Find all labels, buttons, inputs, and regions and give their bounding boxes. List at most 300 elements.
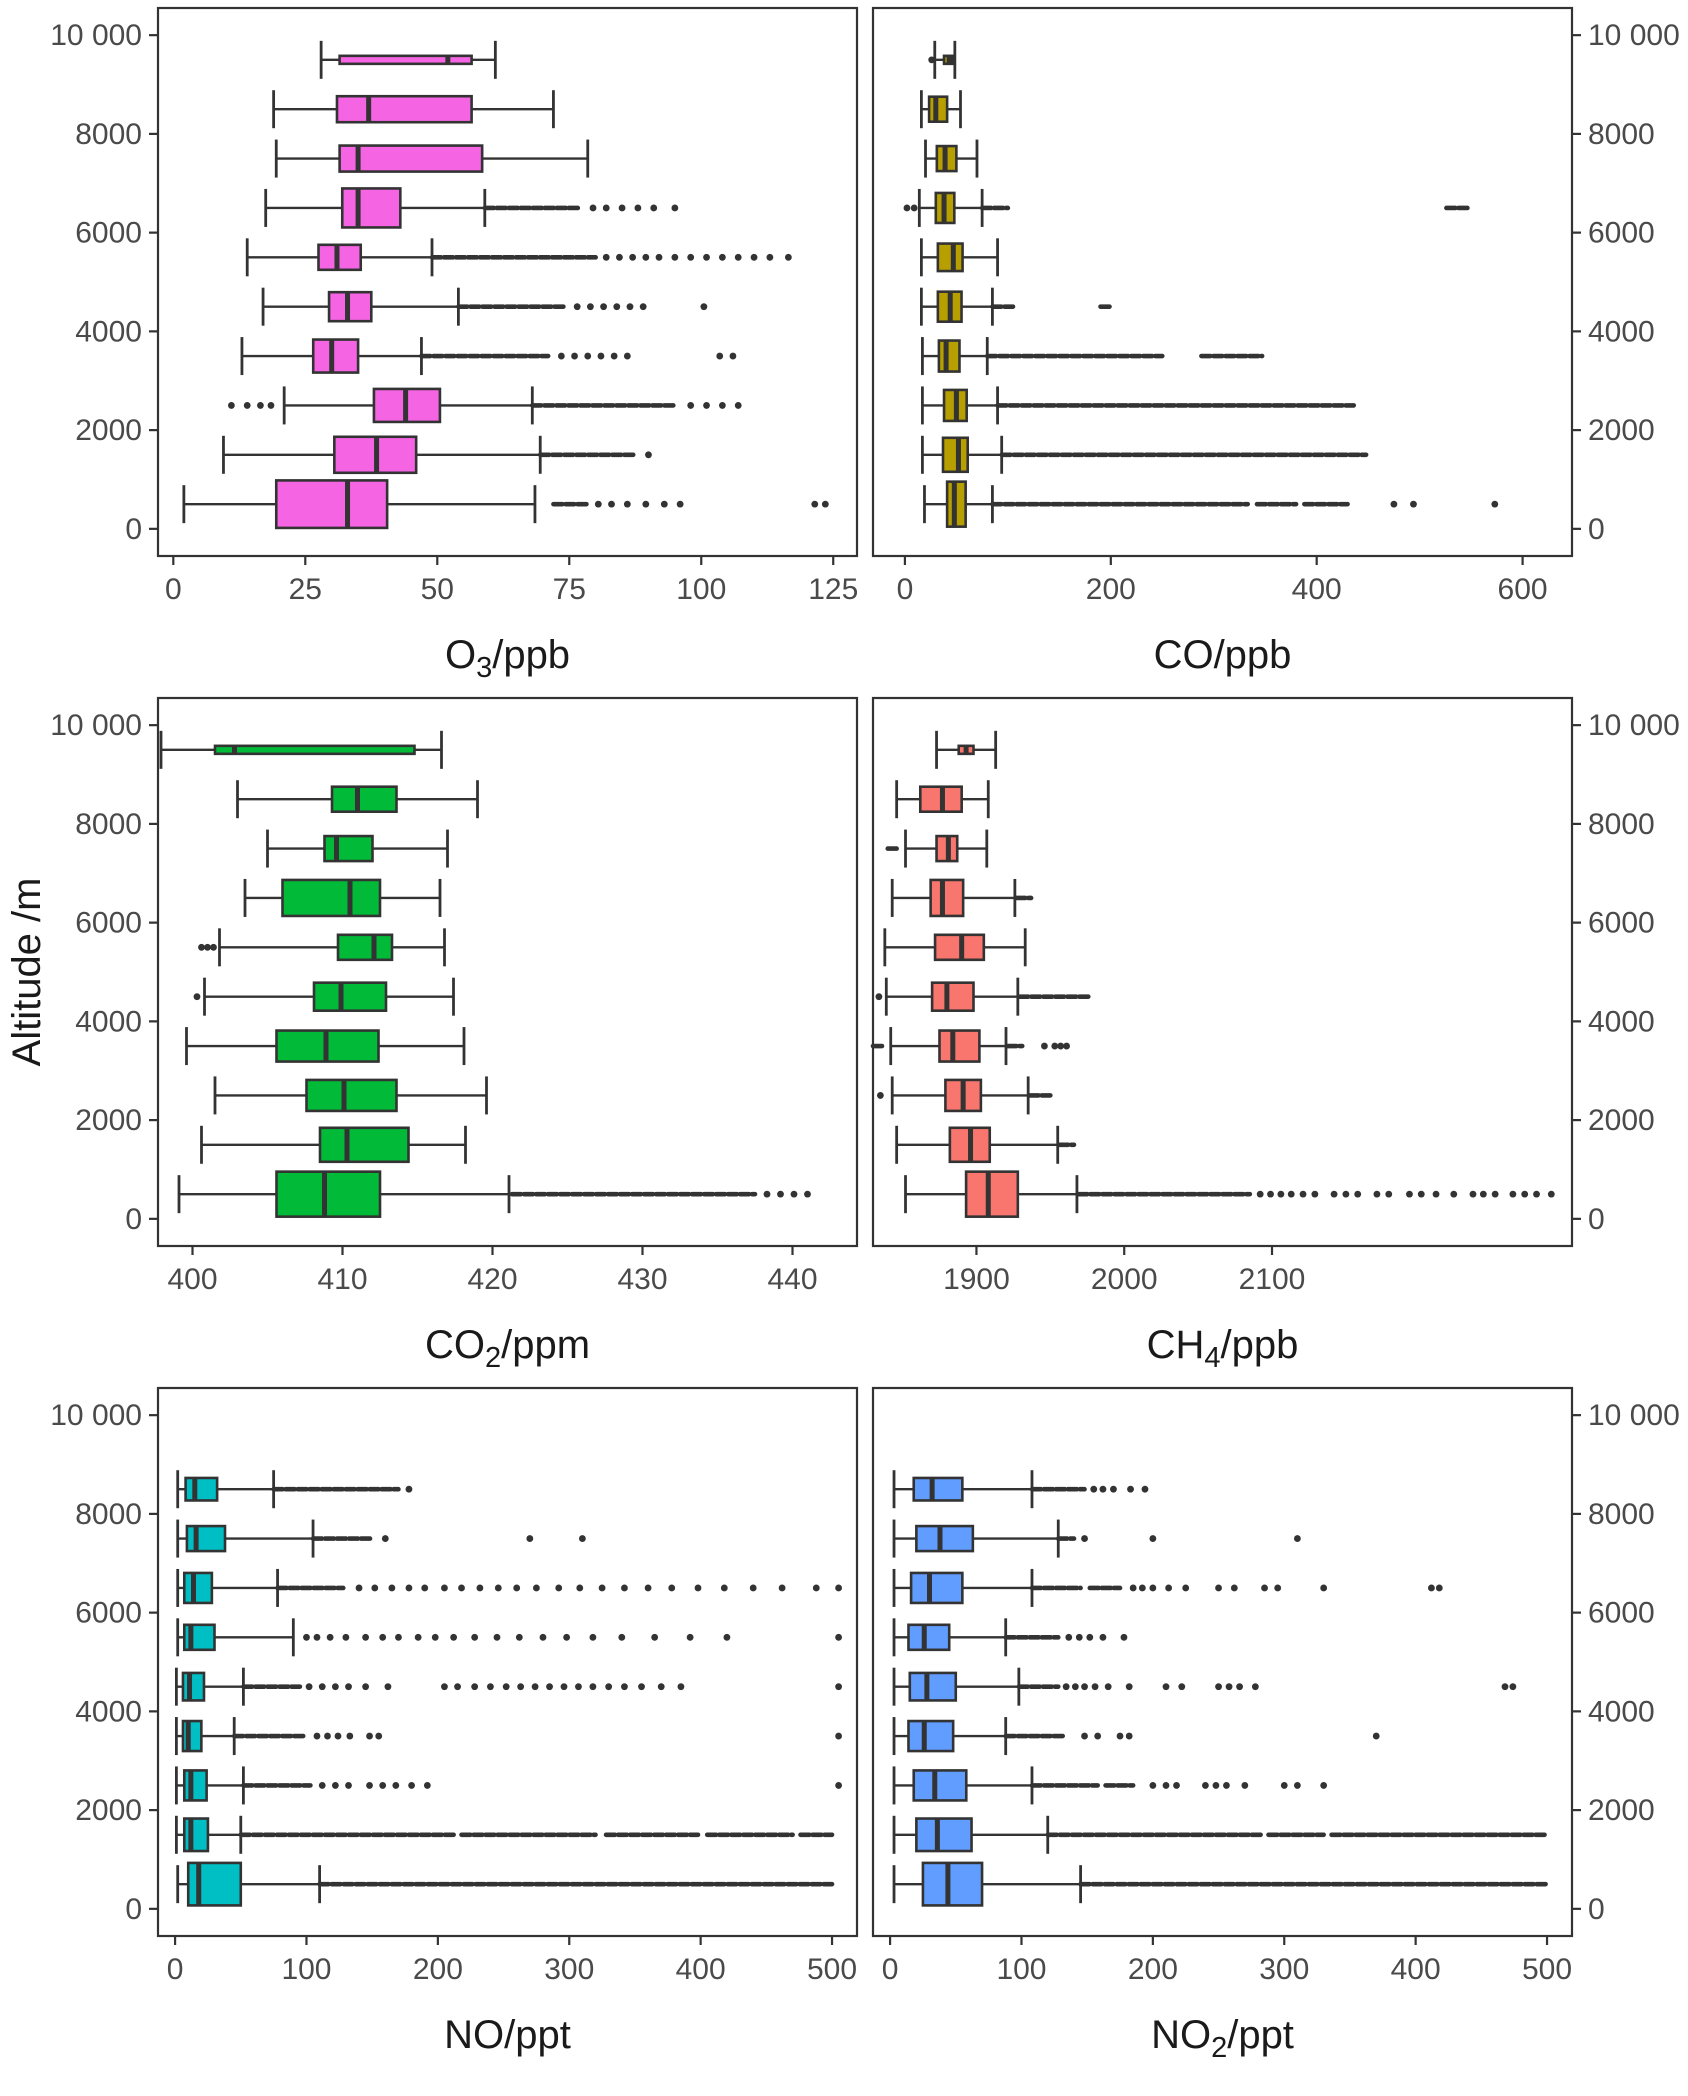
outlier-dot [695,1585,702,1592]
iqr-box [916,1819,971,1852]
outlier-dot [804,1191,811,1198]
x-axis-title: NO/ppt [444,2013,571,2057]
outlier-dot [579,1535,586,1542]
iqr-box [966,1172,1018,1217]
outlier-dot [477,1585,484,1592]
y-tick-label: 2000 [1588,1794,1655,1828]
outlier-dot [813,1585,820,1592]
x-tick-label: 400 [675,1953,726,1986]
outlier-dot [616,254,623,261]
iqr-box [908,1625,949,1650]
iqr-box [188,1863,241,1906]
outlier-dot [624,353,631,360]
outlier-dot [516,1634,523,1641]
iqr-box [908,1721,953,1751]
outlier-dot [210,944,217,951]
outlier-dot [651,1634,658,1641]
outlier-dot [1126,1683,1133,1690]
outlier-dot [1548,1191,1555,1198]
outlier-dot [345,1683,352,1690]
outlier-dot [441,1683,448,1690]
outlier-dot [635,205,642,212]
iqr-box [277,1172,381,1217]
y-tick-label: 10 000 [50,1399,142,1433]
outlier-dot [1110,1486,1117,1493]
outlier-dot [1149,1782,1156,1789]
panel-border [158,698,857,1246]
outlier-dot [835,1634,842,1641]
outlier-dot [1149,1535,1156,1542]
x-tick-label: 2000 [1090,1263,1158,1296]
outlier-dot [532,1683,539,1690]
outlier-dot [1436,1585,1443,1592]
iqr-box [183,1673,204,1701]
outlier-dot [668,1585,675,1592]
outlier-dot [766,254,773,261]
outlier-dot [526,1535,533,1542]
iqr-box [283,880,381,916]
iqr-box [186,1478,218,1501]
y-tick-label: 8000 [75,807,142,841]
outlier-dot [576,1585,583,1592]
outlier-dot [605,1683,612,1690]
outlier-dot [650,205,657,212]
outlier-dot [1094,1733,1101,1740]
y-tick-label: 10 000 [1588,19,1680,53]
outlier-dot [1215,1585,1222,1592]
outlier-dot [590,1683,597,1690]
outlier-dot [228,402,235,409]
outlier-dot [1126,1733,1133,1740]
outlier-dot [198,944,205,951]
outlier-dot [406,1585,413,1592]
outlier-dot [503,1683,510,1690]
outlier-dot [661,501,668,508]
outlier-dot [621,1585,628,1592]
outlier-dot [471,1634,478,1641]
outlier-dot [1342,1191,1349,1198]
outlier-dot [471,1683,478,1690]
y-tick-label: 4000 [75,1695,142,1729]
outlier-dot [366,1733,373,1740]
outlier-dot [764,1191,771,1198]
outlier-dot [1051,1043,1058,1050]
x-axis-title: $NO_2$/ppt [1151,2013,1294,2064]
x-tick-label: 0 [881,1953,899,1986]
outlier-dot [721,1585,728,1592]
x-axis-title: $CO_2$/ppm [424,1323,591,1374]
outlier-dot [1149,1585,1156,1592]
panel-border [873,8,1572,556]
outlier-dot [1257,1191,1264,1198]
outlier-dot [268,402,275,409]
y-tick-label: 0 [125,512,142,546]
outlier-dot [1130,1585,1137,1592]
iqr-box [342,188,400,227]
outlier-dot [415,1634,422,1641]
outlier-dot [574,303,581,310]
outlier-dot [1311,1191,1318,1198]
outlier-dot [700,303,707,310]
outlier-dot [811,501,818,508]
outlier-dot [533,1585,540,1592]
outlier-dot [421,1585,428,1592]
x-tick-label: 0 [166,1953,184,1986]
iqr-box [910,1673,956,1701]
outlier-dot [303,1634,310,1641]
outlier-dot [1139,1585,1146,1592]
outlier-dot [1480,1191,1487,1198]
outlier-dot [379,1782,386,1789]
outlier-dot [1213,1782,1220,1789]
iqr-box [939,341,960,372]
outlier-dot [1072,1683,1079,1690]
outlier-dot [306,1683,313,1690]
outlier-dot [624,501,631,508]
outlier-dot [257,402,264,409]
outlier-dot [563,1634,570,1641]
outlier-dot [1231,1585,1238,1592]
iqr-box [340,146,483,172]
iqr-box [318,245,360,270]
outlier-dot [584,353,591,360]
outlier-dot [558,353,565,360]
iqr-box [184,1819,208,1852]
x-tick-label: 430 [617,1263,668,1296]
outlier-dot [1223,1782,1230,1789]
outlier-dot [356,1585,363,1592]
outlier-dot [1127,1486,1134,1493]
x-tick-label: 1900 [943,1263,1010,1296]
outlier-dot [1406,1191,1413,1198]
iqr-box [914,1478,963,1501]
x-tick-label: 440 [767,1263,818,1296]
outlier-dot [590,205,597,212]
x-tick-label: 200 [1085,573,1136,606]
outlier-dot [1092,1683,1099,1690]
x-tick-label: 400 [167,1263,218,1296]
y-tick-label: 6000 [75,1596,142,1630]
outlier-dot [346,1733,353,1740]
outlier-dot [1100,1486,1107,1493]
y-tick-label: 10 000 [50,709,142,743]
iqr-box [325,836,373,861]
outlier-dot [385,1683,392,1690]
iqr-box [340,56,472,64]
outlier-dot [571,353,578,360]
iqr-box [184,1573,212,1603]
outlier-dot [1491,501,1498,508]
outlier-dot [835,1782,842,1789]
y-tick-label: 2000 [75,1104,142,1138]
outlier-dot [671,254,678,261]
outlier-dot [603,254,610,261]
y-tick-label: 4000 [1588,315,1655,349]
y-tick-label: 6000 [1588,906,1655,940]
outlier-dot [494,1634,501,1641]
outlier-dot [724,1634,731,1641]
outlier-dot [244,402,251,409]
outlier-dot [638,1683,645,1690]
outlier-dot [561,1683,568,1690]
iqr-box [914,1770,967,1800]
outlier-dot [791,1191,798,1198]
outlier-dot [785,254,792,261]
outlier-dot [342,1634,349,1641]
outlier-dot [362,1683,369,1690]
outlier-dot [777,1191,784,1198]
iqr-box [332,787,397,812]
iqr-box [938,244,963,271]
outlier-dot [629,254,636,261]
outlier-dot [1081,1733,1088,1740]
outlier-dot [1373,1733,1380,1740]
outlier-dot [1502,1683,1509,1690]
outlier-dot [1281,1782,1288,1789]
x-axis-title: $CH_4$/ppb [1146,1323,1299,1374]
outlier-dot [327,1634,334,1641]
outlier-dot [432,1634,439,1641]
outlier-dot [587,303,594,310]
outlier-dot [1202,1782,1209,1789]
y-axis-title: Altitude /m [5,877,49,1067]
iqr-box [911,1573,962,1603]
outlier-dot [1117,1733,1124,1740]
x-tick-label: 100 [281,1953,332,1986]
outlier-dot [1288,1191,1295,1198]
iqr-box [940,1031,980,1062]
iqr-box [276,480,387,528]
outlier-dot [730,353,737,360]
outlier-dot [319,1683,326,1690]
outlier-dot [678,1683,685,1690]
outlier-dot [517,1683,524,1690]
outlier-dot [658,1683,665,1690]
outlier-dot [611,353,618,360]
outlier-dot [1100,1634,1107,1641]
outlier-dot [1165,1585,1172,1592]
y-tick-label: 8000 [1588,117,1655,151]
outlier-dot [332,1782,339,1789]
iqr-box [931,880,964,916]
outlier-dot [314,1634,321,1641]
outlier-dot [487,1683,494,1690]
outlier-dot [687,402,694,409]
outlier-dot [1428,1585,1435,1592]
outlier-dot [1267,1191,1274,1198]
outlier-dot [371,1585,378,1592]
outlier-dot [375,1733,382,1740]
outlier-dot [608,501,615,508]
outlier-dot [1450,1191,1457,1198]
outlier-dot [603,205,610,212]
y-tick-label: 0 [125,1202,142,1236]
x-tick-label: 200 [1127,1953,1178,1986]
outlier-dot [1294,1782,1301,1789]
outlier-dot [450,1634,457,1641]
outlier-dot [395,1634,402,1641]
outlier-dot [382,1535,389,1542]
y-tick-label: 0 [1588,1202,1605,1236]
outlier-dot [1090,1486,1097,1493]
x-tick-label: 0 [164,573,182,606]
outlier-dot [595,501,602,508]
y-tick-label: 10 000 [1588,1399,1680,1433]
outlier-dot [540,1634,547,1641]
outlier-dot [495,1585,502,1592]
outlier-dot [687,1634,694,1641]
outlier-dot [362,1634,369,1641]
outlier-dot [751,254,758,261]
panel-border [873,1388,1572,1936]
outlier-dot [1142,1486,1149,1493]
outlier-dot [1065,1634,1072,1641]
outlier-dot [1121,1634,1128,1641]
outlier-dot [366,1782,373,1789]
outlier-dot [408,1782,415,1789]
panel-border [158,8,857,556]
y-tick-label: 2000 [1588,1104,1655,1138]
iqr-box [187,1526,225,1551]
outlier-dot [600,303,607,310]
outlier-dot [546,1683,553,1690]
iqr-box [184,1770,206,1800]
y-tick-label: 8000 [75,1497,142,1531]
outlier-dot [1086,1634,1093,1641]
x-tick-label: 420 [467,1263,518,1296]
x-tick-label: 500 [1522,1953,1573,1986]
outlier-dot [392,1782,399,1789]
iqr-box [314,983,386,1011]
outlier-dot [645,1585,652,1592]
x-tick-label: 300 [544,1953,595,1986]
outlier-dot [1063,1043,1070,1050]
outlier-dot [671,205,678,212]
outlier-dot [1226,1683,1233,1690]
outlier-dot [735,254,742,261]
y-tick-label: 0 [1588,1892,1605,1926]
y-tick-label: 8000 [1588,807,1655,841]
outlier-dot [441,1585,448,1592]
outlier-dot [779,1585,786,1592]
y-tick-label: 0 [1588,512,1605,546]
outlier-dot [599,1585,606,1592]
outlier-dot [1241,1782,1248,1789]
outlier-dot [1173,1782,1180,1789]
outlier-dot [619,205,626,212]
y-tick-label: 2000 [75,1794,142,1828]
outlier-dot [835,1585,842,1592]
y-tick-label: 8000 [1588,1497,1655,1531]
y-tick-label: 2000 [1588,414,1655,448]
y-tick-label: 6000 [75,906,142,940]
outlier-dot [314,1733,321,1740]
outlier-dot [1391,501,1398,508]
outlier-dot [876,993,883,1000]
outlier-dot [1492,1191,1499,1198]
outlier-dot [677,501,684,508]
outlier-dot [1300,1191,1307,1198]
outlier-dot [1252,1683,1259,1690]
outlier-dot [1081,1683,1088,1690]
outlier-dot [1081,1535,1088,1542]
outlier-dot [621,1683,628,1690]
outlier-dot [822,501,829,508]
x-axis-title: CO/ppb [1153,633,1292,677]
x-tick-label: 0 [896,573,914,606]
outlier-dot [1261,1585,1268,1592]
x-tick-label: 300 [1259,1953,1310,1986]
outlier-dot [1374,1191,1381,1198]
outlier-dot [388,1585,395,1592]
iqr-box [307,1080,397,1111]
outlier-dot [1076,1634,1083,1641]
outlier-dot [835,1683,842,1690]
outlier-dot [1354,1191,1361,1198]
outlier-dot [332,1683,339,1690]
x-tick-label: 400 [1291,573,1342,606]
outlier-dot [1533,1191,1540,1198]
outlier-dot [1182,1585,1189,1592]
outlier-dot [642,254,649,261]
outlier-dot [1178,1683,1185,1690]
iqr-box [923,1863,982,1906]
outlier-dot [928,56,935,63]
outlier-dot [1331,1191,1338,1198]
outlier-dot [627,303,634,310]
outlier-dot [1509,1191,1516,1198]
outlier-dot [911,205,918,212]
iqr-box [329,292,371,321]
x-tick-label: 600 [1497,573,1548,606]
outlier-dot [1215,1683,1222,1690]
outlier-dot [904,205,911,212]
outlier-dot [645,451,652,458]
outlier-dot [1274,1585,1281,1592]
x-tick-label: 200 [412,1953,463,1986]
outlier-dot [656,254,663,261]
outlier-dot [1163,1683,1170,1690]
x-tick-label: 100 [996,1953,1047,1986]
y-tick-label: 6000 [1588,1596,1655,1630]
outlier-dot [379,1634,386,1641]
iqr-box [337,96,472,122]
outlier-dot [735,402,742,409]
outlier-dot [703,254,710,261]
panel-border [158,1388,857,1936]
iqr-box [215,746,415,754]
outlier-dot [555,1585,562,1592]
iqr-box [313,340,358,373]
outlier-dot [1105,1683,1112,1690]
x-tick-label: 100 [676,573,727,606]
y-tick-label: 4000 [75,1005,142,1039]
outlier-dot [406,1486,413,1493]
outlier-dot [642,501,649,508]
outlier-dot [1470,1191,1477,1198]
outlier-dot [204,944,211,951]
iqr-box [932,983,973,1011]
x-tick-label: 400 [1390,1953,1441,1986]
outlier-dot [719,254,726,261]
outlier-dot [194,993,201,1000]
outlier-dot [1509,1683,1516,1690]
outlier-dot [687,254,694,261]
outlier-dot [719,402,726,409]
outlier-dot [1385,1191,1392,1198]
y-tick-label: 4000 [1588,1005,1655,1039]
y-tick-label: 0 [125,1892,142,1926]
